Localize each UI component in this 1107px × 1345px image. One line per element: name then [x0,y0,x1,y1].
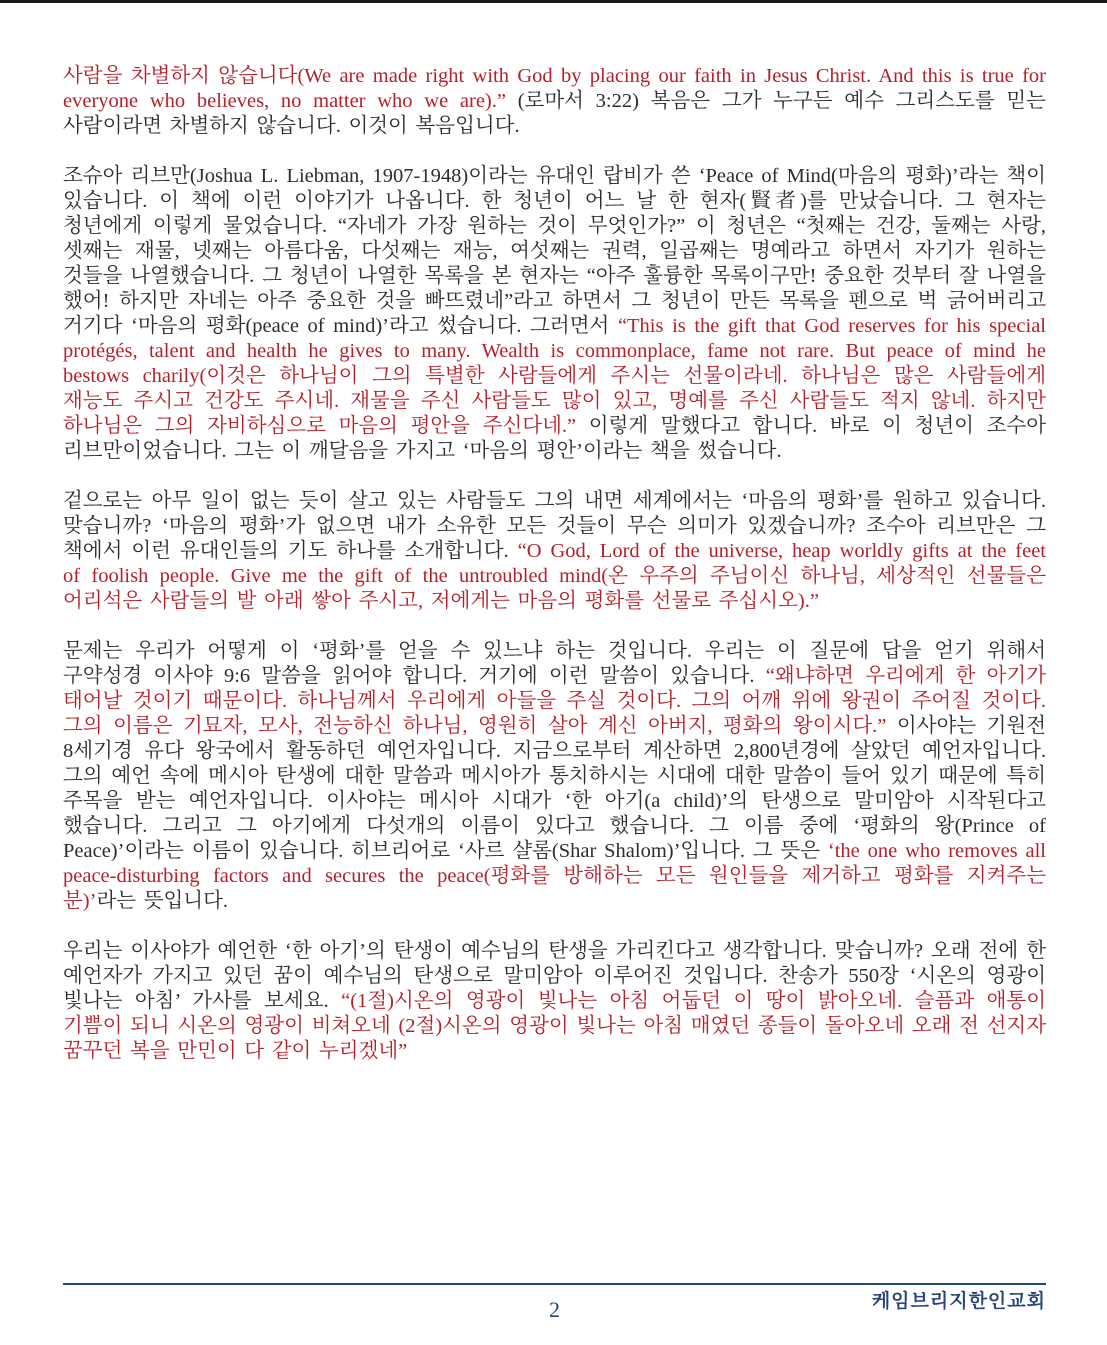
body-text: 라는 뜻입니다. [96,890,229,912]
highlighted-text: 사람을 차별하지 않습니다(We are made right with God by placing our faith in Jesus Christ. And this is true for everyone who believes, no matter who we are).” [63,65,1046,112]
paragraph [63,939,1046,1064]
document-body [63,64,1046,1089]
highlighted-text: ‘the one who removes all peace-disturbing factors and secures the peace(평화를 방해하는 모든 원인들을 제거하고 평화를 지켜주는 분)’ [63,840,1046,912]
paragraph [63,489,1046,614]
highlighted-text: “This is the gift that God reserves for his special protégés, talent and health he gives to many. Wealth is commonplace, fame not rare. But peace of mind he bestows charily(이것은 하나님이 그의 특별한 사람들에게 주시는 선물이라네. 하나님은 많은 사람들에게 재능도 주시고 건강도 주시네. 재물을 주신 사람들도 많이 있고, 명예를 주신 사람들도 적지 않네. 하지만 하나님은 그의 자비하심으로 마음의 평안을 주신다네.” [63,315,1046,437]
page-number: 2 [549,1297,560,1322]
footer-divider-line [63,1283,1046,1285]
body-text: 조슈아 리브만(Joshua L. Liebman, 1907-1948)이라는 유대인 랍비가 쓴 ‘Peace of Mind(마음의 평화)’라는 책이 있습니다. 이 책에 이런 이야기가 나옵니다. 한 청년이 어느 날 한 현자(賢者)를 만났습니다. 그 현자는 청년에게 이렇게 물었습니다. “자네가 가장 원하는 것이 무엇인가?” 이 청년은 “첫째는 건강, 둘째는 사랑, 셋째는 재물, 넷째는 아름다움, 다섯째는 재능, 여섯째는 권력, 일곱째는 명예라고 하면서 자기가 원하는 것들을 나열했습니다. 그 청년이 나열한 목록을 본 현자는 “아주 훌륭한 목록이구만! 중요한 것부터 잘 나열을 했어! 하지만 자네는 아주 중요한 것을 빠뜨렸네”라고 하면서 그 청년이 만든 목록을 펜으로 벅 긁어버리고 거기다 ‘마음의 평화(peace of mind)’라고 썼습니다. 그러면서 [63,165,1046,337]
body-text: 우리는 이사야가 예언한 ‘한 아기’의 탄생이 예수님의 탄생을 가리킨다고 생각합니다. 맞습니까? 오래 전에 한 예언자가 가지고 있던 꿈이 예수님의 탄생으로 말미암아 이루어진 것입니다. 찬송가 550장 ‘시온의 영광이 빛나는 아침’ 가사를 보세요. [63,940,1046,1012]
body-text: 이사야는 기원전 8세기경 유다 왕국에서 활동하던 예언자입니다. 지금으로부터 계산하면 2,800년경에 살았던 예언자입니다. 그의 예언 속에 메시아 탄생에 대한 말씀과 메시아가 통치하시는 시대에 대한 말씀이 들어 있기 때문에 특히 주목을 받는 예언자입니다. 이사야는 메시아 시대가 ‘한 아기(a child)’의 탄생으로 말미암아 시작된다고 했습니다. 그리고 그 아기에게 다섯개의 이름이 있다고 했습니다. 그 이름 중에 ‘평화의 왕(Prince of Peace)’이라는 이름이 있습니다. 히브리어로 ‘사르 샬롬(Shar Shalom)’입니다. 그 뜻은 [63,715,1047,862]
document-footer [63,1283,1046,1338]
paragraph [63,64,1046,139]
scan-artifact-top-edge [0,0,1107,3]
highlighted-text: “왜냐하면 우리에게 한 아기가 태어날 것이기 때문이다. 하나님께서 우리에게 아들을 주실 것이다. 그의 어깨 위에 왕권이 주어질 것이다. 그의 이름은 기묘자, 모사, 전능하신 하나님, 영원히 살아 계신 아버지, 평화의 왕이시다.” [63,665,1047,737]
paragraph [63,164,1046,464]
church-name: 케임브리지한인교회 [871,1291,1046,1312]
body-text: (로마서 3:22) 복음은 그가 누구든 예수 그리스도를 믿는 사람이라면 차별하지 않습니다. 이것이 복음입니다. [63,90,1046,137]
body-text: 문제는 우리가 어떻게 이 ‘평화’를 얻을 수 있느냐 하는 것입니다. 우리는 이 질문에 답을 얻기 위해서 구약성경 이사야 9:6 말씀을 읽어야 합니다. 거기에 이런 말씀이 있습니다. [63,640,1046,687]
highlighted-text: “O God, Lord of the universe, heap worldly gifts at the feet of foolish people. Give me the gift of the untroubled mind(온 우주의 주님이신 하나님, 세상적인 선물들은 어리석은 사람들의 발 아래 쌓아 주시고, 저에게는 마음의 평화를 선물로 주십시오).” [63,540,1046,612]
paragraph [63,639,1046,914]
body-text: 겉으로는 아무 일이 없는 듯이 살고 있는 사람들도 그의 내면 세계에서는 ‘마음의 평화’를 원하고 있습니다. 맞습니까? ‘마음의 평화’가 없으면 내가 소유한 모든 것들이 무슨 의미가 있겠습니까? 조수아 리브만은 그 책에서 이런 유대인들의 기도 하나를 소개합니다. [63,490,1046,562]
highlighted-text: “(1절)시온의 영광이 빛나는 아침 어둡던 이 땅이 밝아오네. 슬픔과 애통이 기쁨이 되니 시온의 영광이 비쳐오네 (2절)시온의 영광이 빛나는 아침 매였던 종들이 돌아오네 오래 전 선지자 꿈꾸던 복을 만민이 다 같이 누리겠네” [63,990,1046,1062]
body-text: 이렇게 말했다고 합니다. 바로 이 청년이 조수아 리브만이었습니다. 그는 이 깨달음을 가지고 ‘마음의 평안’이라는 책을 썼습니다. [63,415,1046,462]
